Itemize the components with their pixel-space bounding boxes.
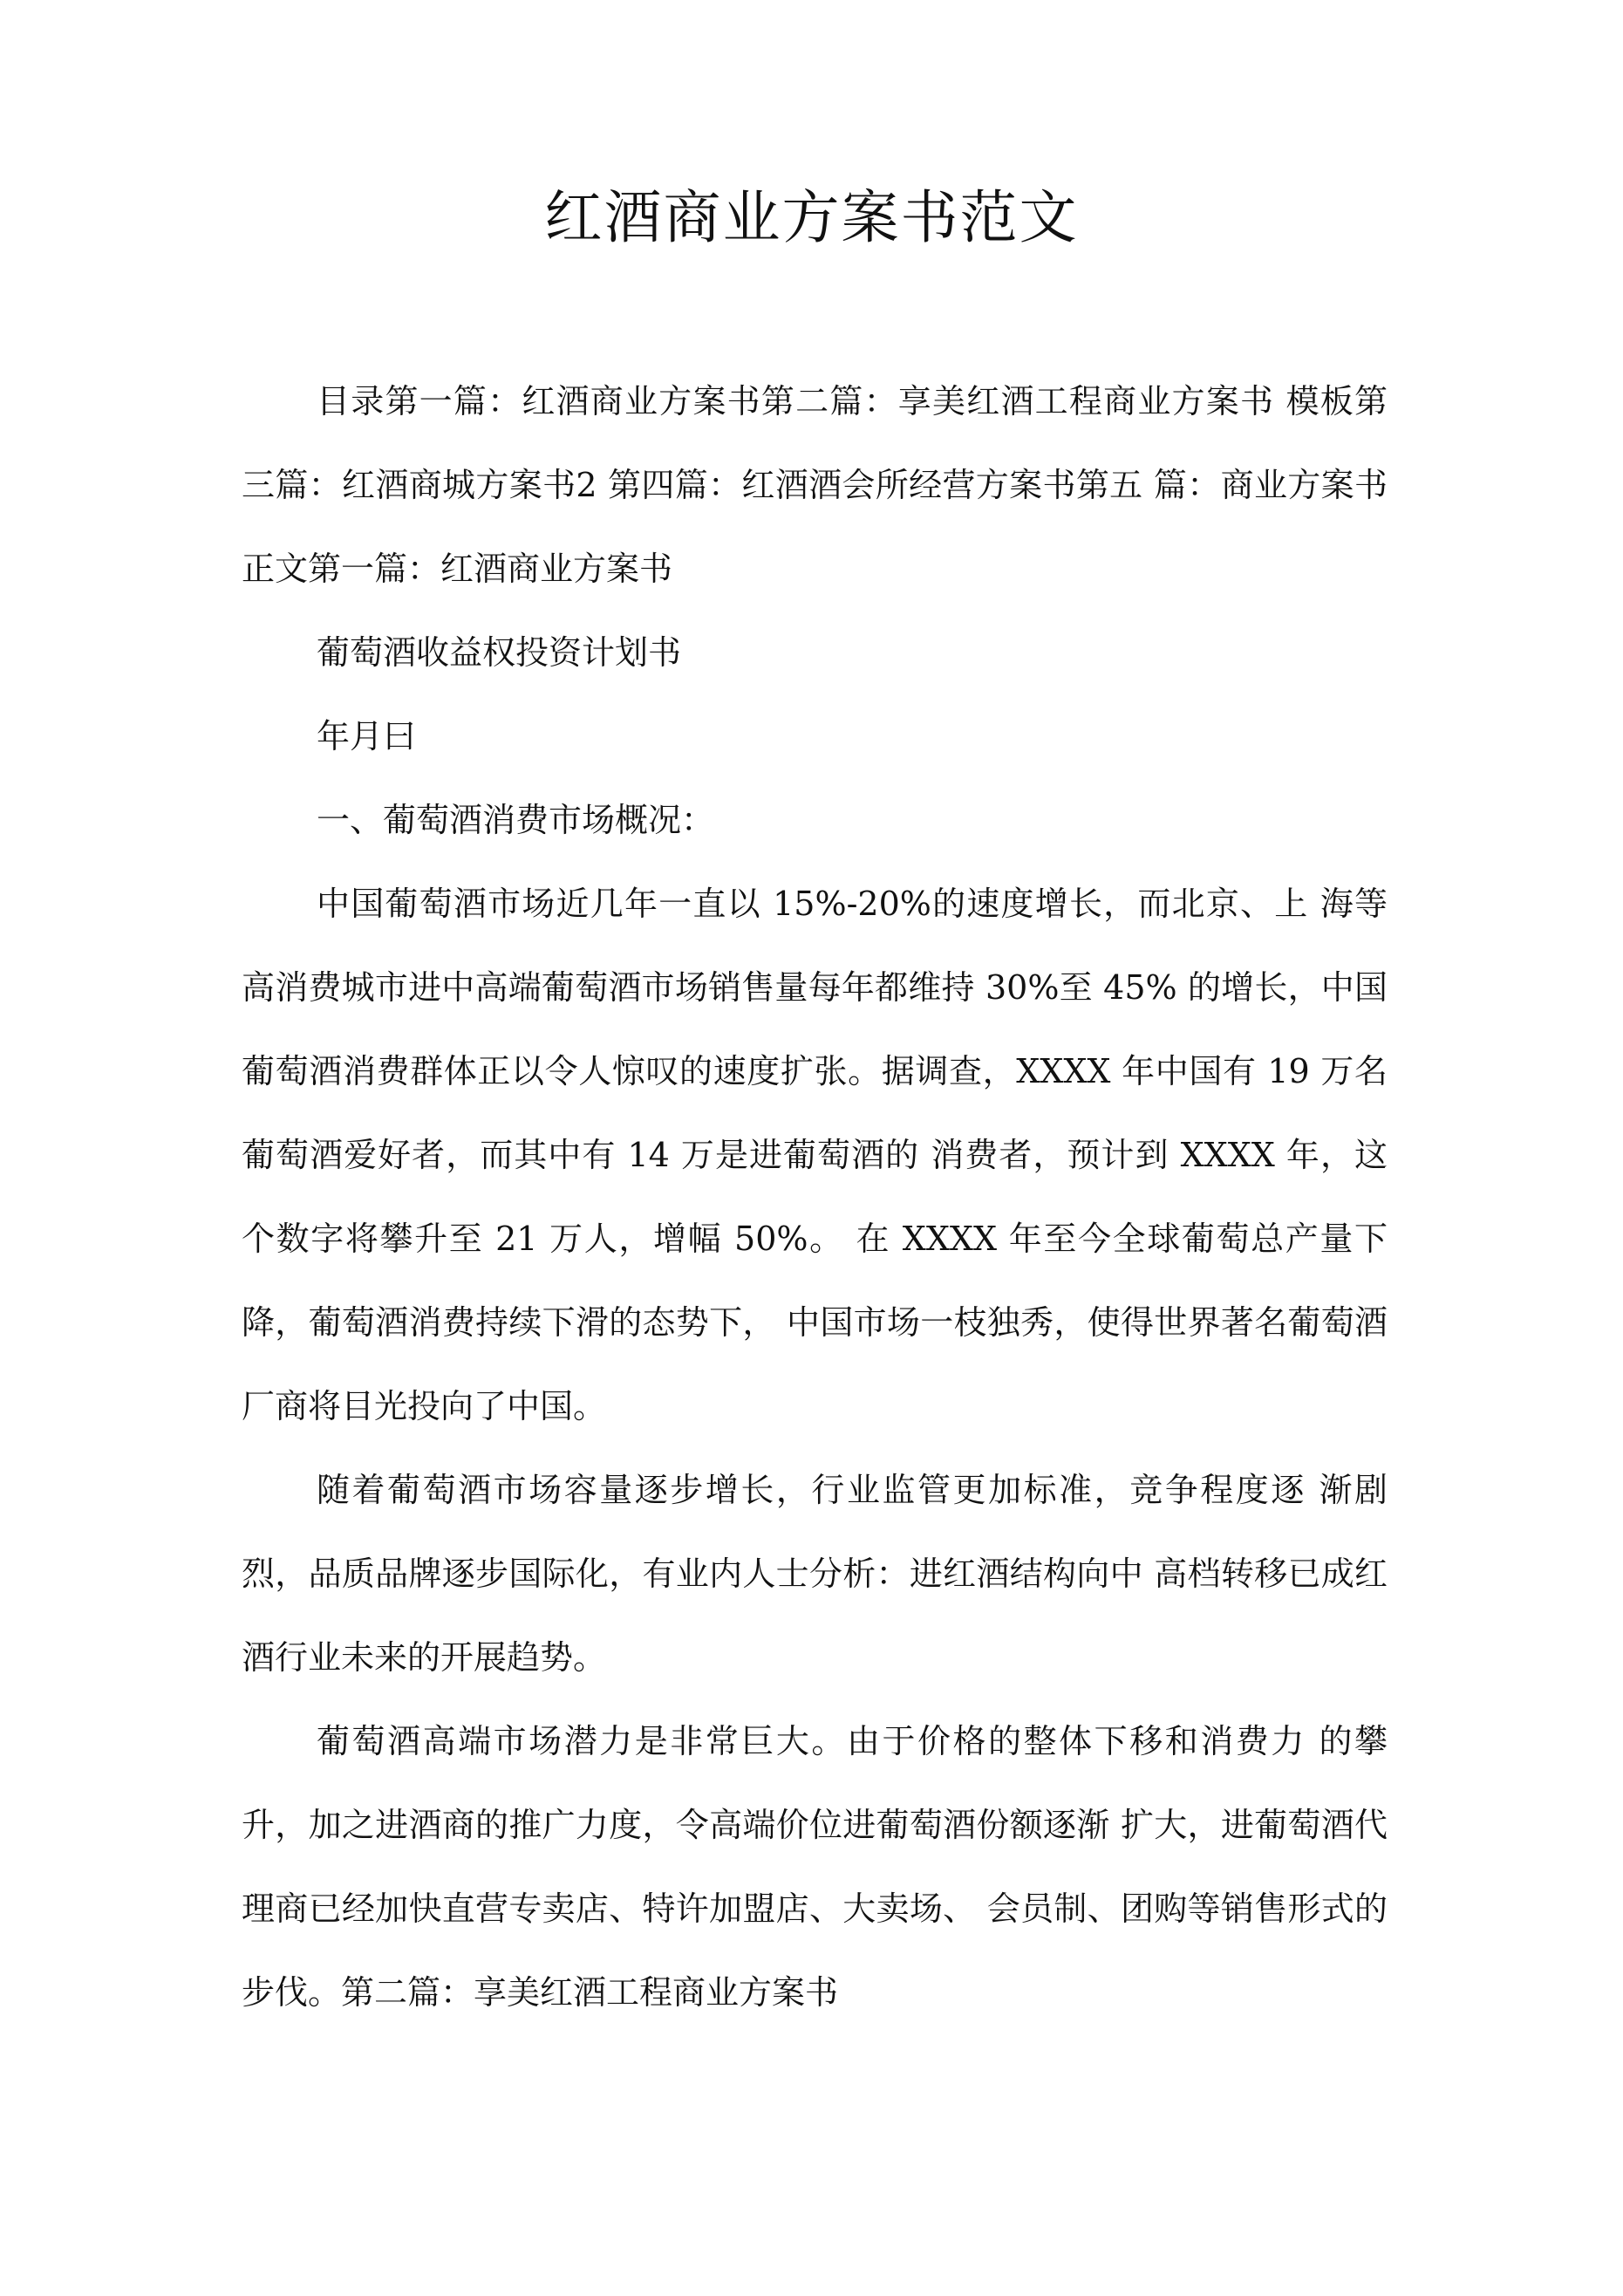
table-of-contents-paragraph: 目录第一篇：红酒商业方案书第二篇：享美红酒工程商业方案书 模板第三篇：红酒商城方案书2 第四篇：红酒酒会所经营方案书第五 篇：商业方案书正文第一篇：红酒商业方案书: [242, 382, 1388, 588]
date-line: 年月曰: [317, 717, 417, 755]
high-end-market-paragraph: 葡萄酒高端市场潜力是非常巨大。由于价格的整体下移和消费力 的攀升，加之进酒商的推广力度，令高端价位进葡萄酒份额逐渐 扩大，进葡萄酒代理商已经加快直营专卖店、特许加盟店、大卖场、 会员制、团购等销售形式的步伐。第二篇：享美红酒工程商业方案书: [242, 1722, 1388, 2012]
market-growth-paragraph: 中国葡萄酒市场近几年一直以 15%-20%的速度增长，而北京、上 海等高消费城市进中高端葡萄酒市场销售量每年都维持 30%至 45% 的增长，中国葡萄酒消费群体正以令人惊叹的速度扩张。据调查，XXXX 年中国有 19 万名葡萄酒爱好者，而其中有 14 万是进葡萄酒的 消费者，预计到 XXXX 年，这个数字将攀升至 21 万人，增幅 50%。 在 XXXX 年至今全球葡萄总产量下降，葡萄酒消费持续下滑的态势下， 中国市场一枝独秀，使得世界著名葡萄酒厂商将目光投向了中国。: [242, 885, 1388, 1425]
investment-plan-heading: 葡萄酒收益权投资计划书: [317, 633, 682, 672]
document-body: [242, 359, 1388, 2034]
document-title: 红酒商业方案书范文: [544, 184, 1079, 251]
industry-trend-paragraph: 随着葡萄酒市场容量逐步增长，行业监管更加标准，竞争程度逐 渐剧烈，品质品牌逐步国际化，有业内人士分析：进红酒结构向中 高档转移已成红酒行业未来的开展趋势。: [242, 1471, 1388, 1677]
section-heading-market-overview: 一、葡萄酒消费市场概况：: [317, 801, 715, 839]
